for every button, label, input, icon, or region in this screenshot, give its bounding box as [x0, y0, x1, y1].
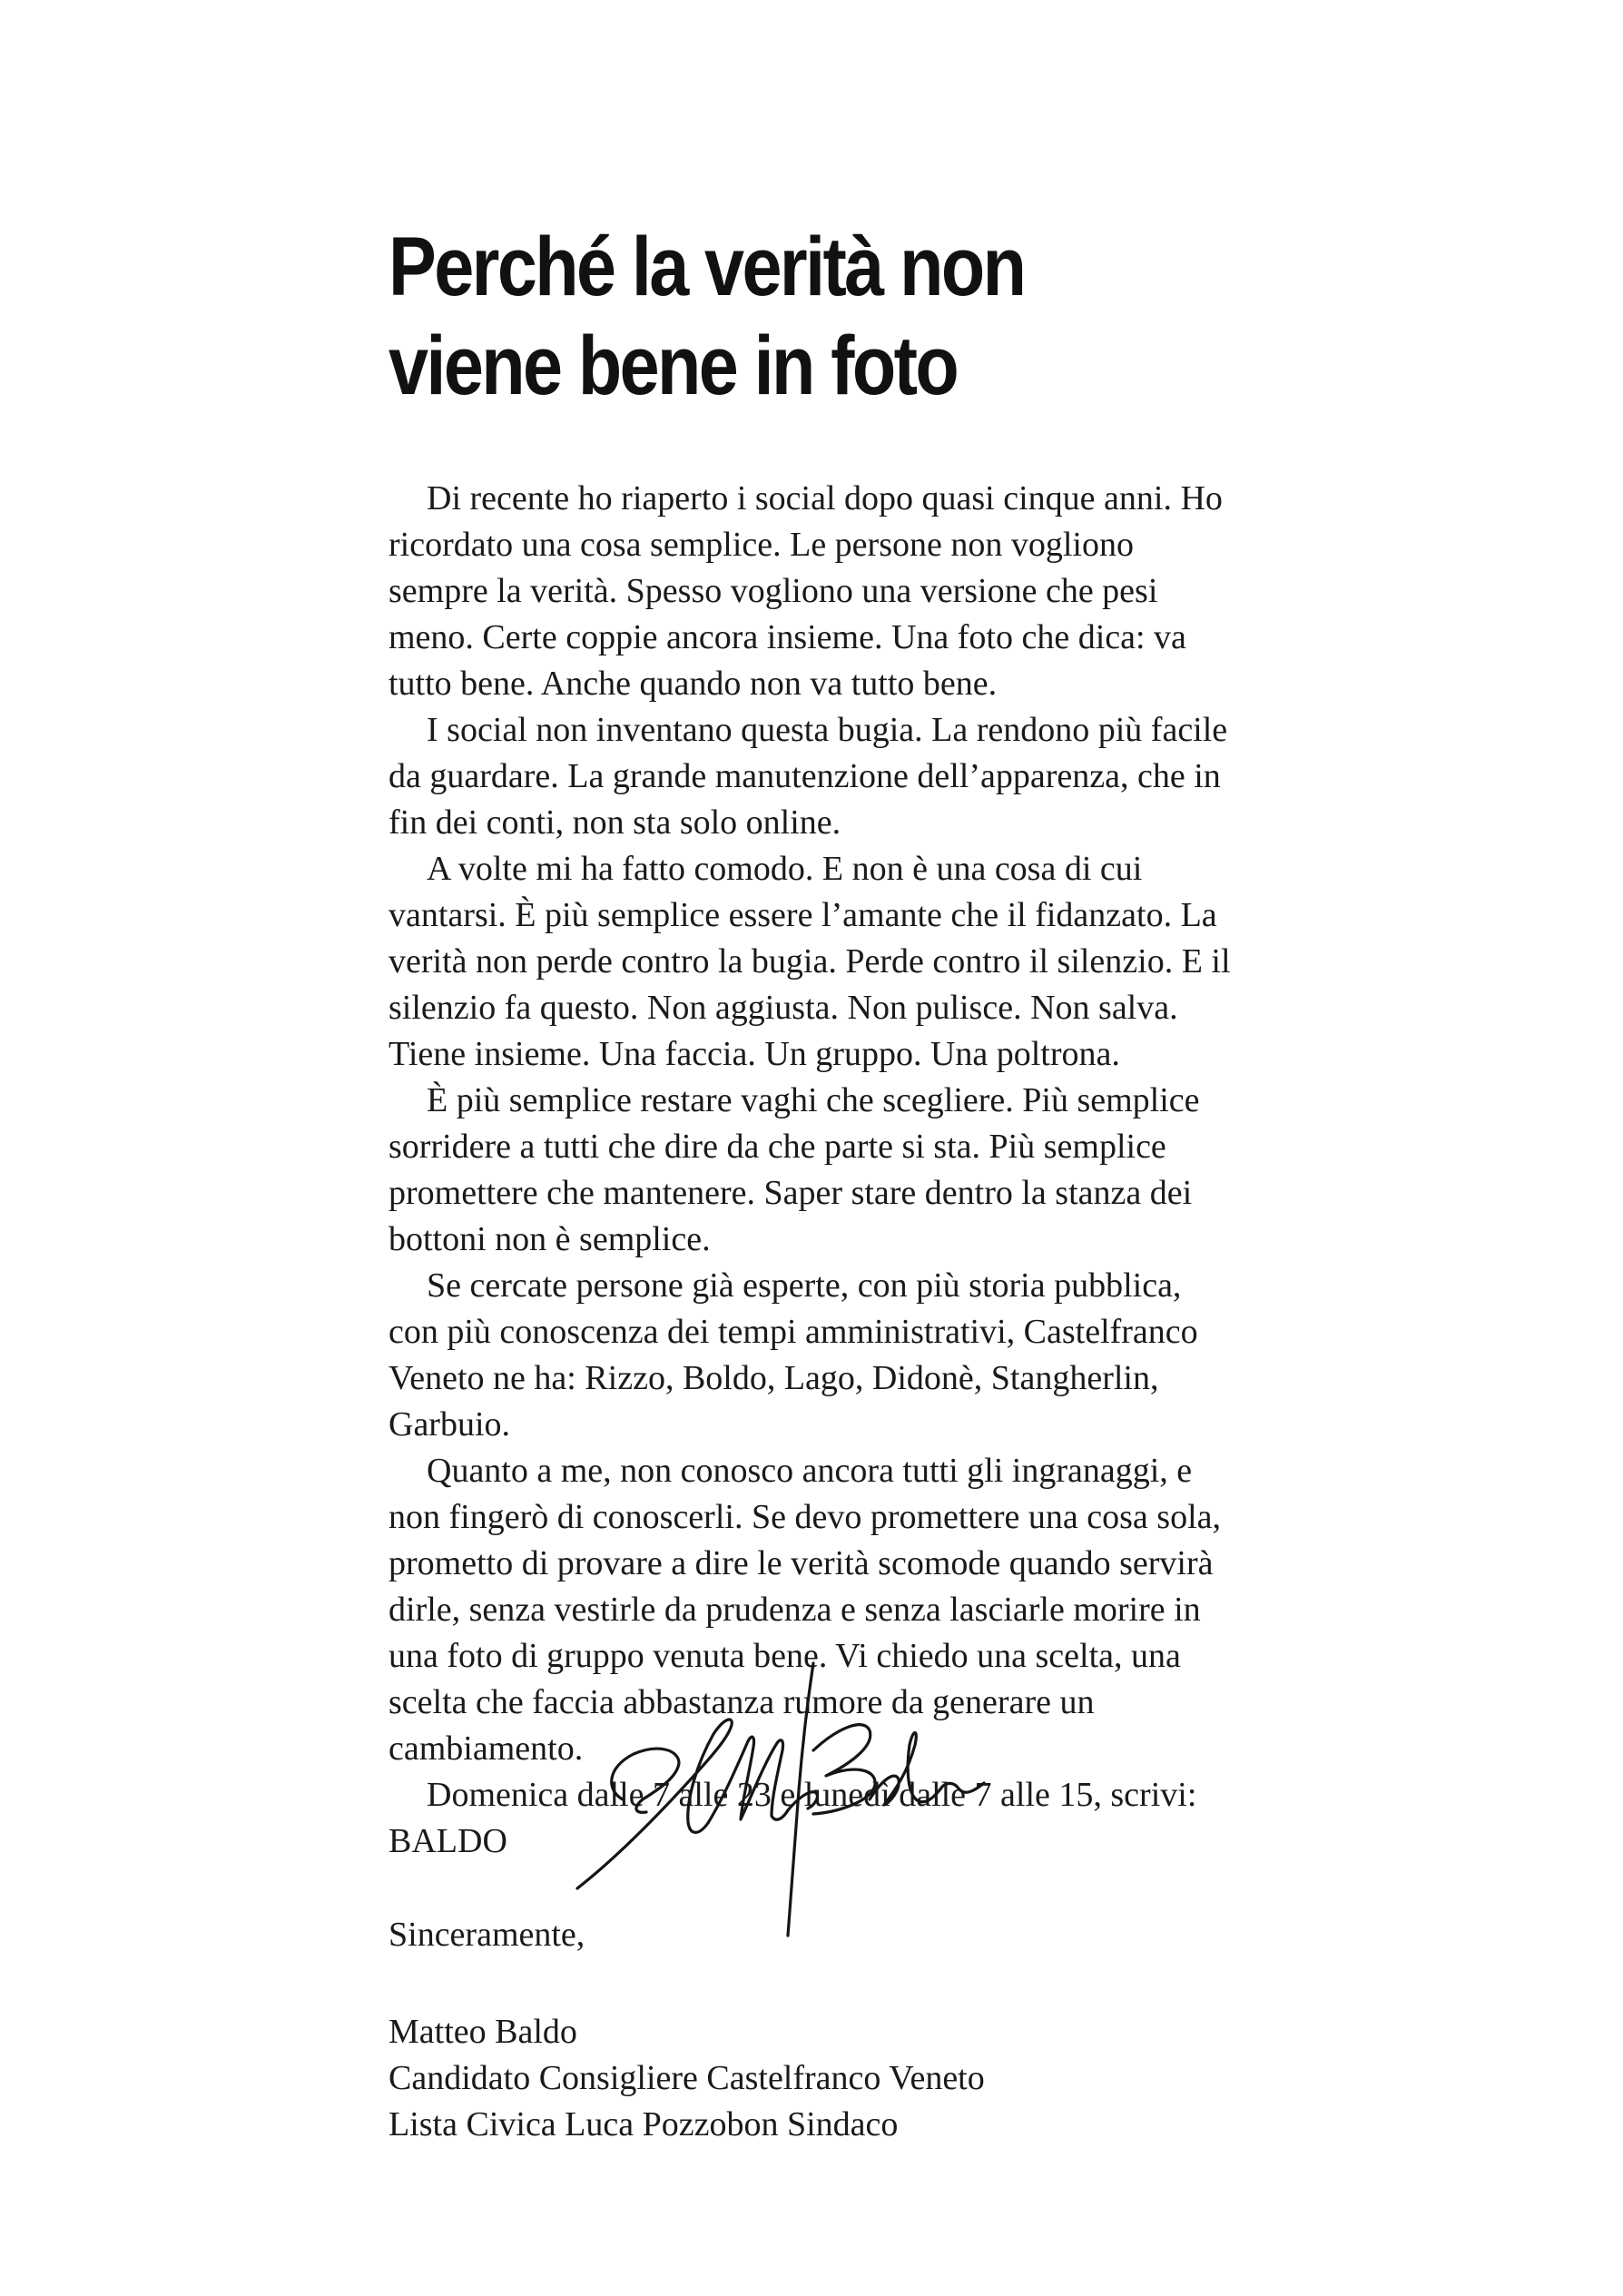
- paragraph: A volte mi ha fatto comodo. E non è una cosa di cui vantarsi. È più semplice essere l’amante che il fidanzato. La verità non perde contro la bugia. Perde contro il silenzio. E il silenzio fa questo. Non aggiusta. Non pulisce. Non salva. Tiene insieme. Una faccia. Un gruppo. Una poltrona.: [389, 850, 1231, 1073]
- closing-salutation: Sinceramente,: [389, 1916, 585, 1954]
- voting-instruction: Domenica dalle 7 alle 23 e lunedì dalle 7 alle 15, scrivi: BALDO: [389, 1776, 1197, 1860]
- paragraph: È più semplice restare vaghi che scegliere. Più semplice sorridere a tutti che dire da che parte si sta. Più semplice promettere che mantenere. Saper stare dentro la stanza dei bottoni non è semplice.: [389, 1081, 1200, 1258]
- paragraph: Se cercate persone già esperte, con più storia pubblica, con più conoscenza dei tempi amministrativi, Castelfranco Veneto ne ha: Rizzo, Boldo, Lago, Didonè, Stangherlin, Garbuio.: [389, 1266, 1198, 1444]
- article-title: Perché la verità non viene bene in foto: [389, 221, 1025, 412]
- handwritten-signature-icon: [570, 1663, 988, 1936]
- signatory-list: Lista Civica Luca Pozzobon Sindaco: [389, 2105, 899, 2143]
- paragraph: Quanto a me, non conosco ancora tutti gli ingranaggi, e non fingerò di conoscerli. Se devo promettere una cosa sola, prometto di provare a dire le verità scomode quando servirà dirle, senza vestirle da prudenza e senza lasciarle morire in una foto di gruppo venuta bene. Vi chiedo una scelta, una scelta che faccia abbastanza rumore da generare un cambiamento.: [389, 1452, 1221, 1768]
- signatory-role: Candidato Consigliere Castelfranco Veneto: [389, 2059, 985, 2097]
- paragraph: Di recente ho riaperto i social dopo quasi cinque anni. Ho ricordato una cosa semplice. Le persone non vogliono sempre la verità. Spesso vogliono una versione che pesi meno. Certe coppie ancora insieme. Una foto che dica: va tutto bene. Anche quando non va tutto bene.: [389, 479, 1223, 703]
- signatory-name: Matteo Baldo: [389, 2013, 577, 2051]
- paragraph: I social non inventano questa bugia. La rendono più facile da guardare. La grande manutenzione dell’apparenza, che in fin dei conti, non sta solo online.: [389, 711, 1228, 842]
